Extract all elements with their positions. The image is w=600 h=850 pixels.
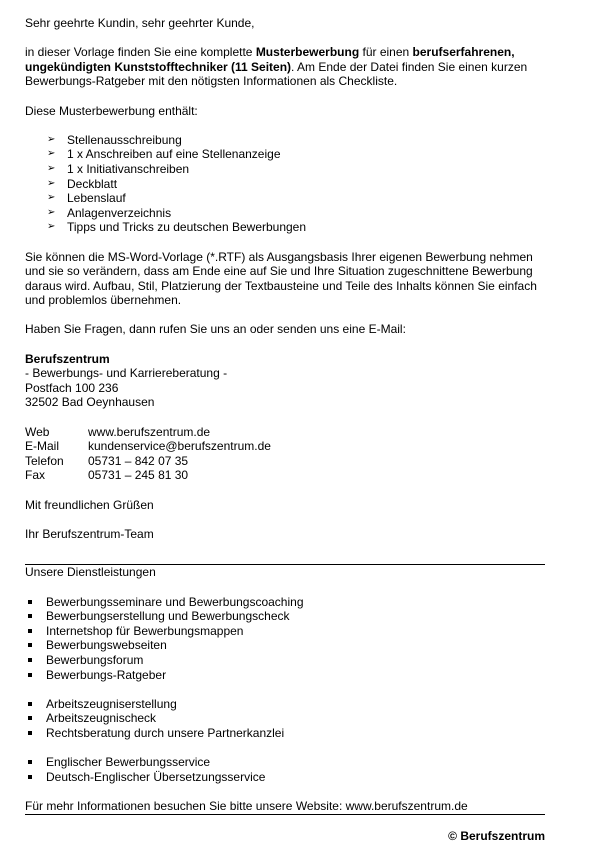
bullet-icon <box>28 716 32 720</box>
arrow-bullet-icon: ➢ <box>47 148 56 160</box>
arrow-bullet-icon: ➢ <box>47 162 56 174</box>
intro-bold-2: berufserfahrenen, ungekündigten Kunststofftechniker (11 Seiten) <box>25 45 515 74</box>
list-item: ➢ Deckblatt <box>47 176 118 191</box>
intro-bold-1: Musterbewerbung <box>255 45 360 60</box>
company-name: Berufszentrum <box>25 351 110 366</box>
arrow-bullet-icon: ➢ <box>47 221 56 233</box>
contact-block <box>25 425 545 483</box>
document-page <box>25 16 545 844</box>
contents-heading: Diese Musterbewerbung enthält: <box>25 103 198 118</box>
intro-text-3: . Am Ende der Datei finden Sie einen kurzen Bewerbungs-Ratgeber mit den nötigsten Informationen als Checkliste. <box>25 59 528 89</box>
bullet-icon <box>28 775 32 779</box>
list-item: ➢ Tipps und Tricks zu deutschen Bewerbungen <box>47 220 307 235</box>
arrow-bullet-icon: ➢ <box>47 133 56 145</box>
services-heading: Unsere Dienstleistungen <box>25 565 156 580</box>
address-line: Postfach 100 236 <box>25 380 119 395</box>
fax-value: 05731 – 245 81 30 <box>88 468 189 483</box>
intro-paragraph <box>25 45 545 89</box>
list-item: Bewerbungs-Ratgeber <box>25 668 545 683</box>
bullet-icon <box>28 643 32 647</box>
bullet-icon <box>28 629 32 633</box>
contents-list <box>25 133 545 235</box>
list-item: Internetshop für Bewerbungsmappen <box>25 624 545 639</box>
closing: Mit freundlichen Grüßen <box>25 497 154 512</box>
list-item: ➢ 1 x Anschreiben auf eine Stellenanzeige <box>47 147 281 162</box>
questions-paragraph: Haben Sie Fragen, dann rufen Sie uns an oder senden uns eine E-Mail: <box>25 322 406 337</box>
address-line: - Bewerbungs- und Karriereberatung - <box>25 366 228 381</box>
contact-row-phone: Telefon 05731 – 842 07 35 <box>25 453 189 468</box>
footer-info: Für mehr Informationen besuchen Sie bitte unsere Website: www.berufszentrum.de <box>25 798 468 813</box>
arrow-bullet-icon: ➢ <box>47 206 56 218</box>
greeting: Sehr geehrte Kundin, sehr geehrter Kunde, <box>25 16 255 30</box>
services-list-3 <box>25 755 545 784</box>
phone-value: 05731 – 842 07 35 <box>88 453 189 468</box>
address-block <box>25 352 545 410</box>
intro-text-1: in dieser Vorlage finden Sie eine komplette <box>25 45 256 60</box>
bullet-icon <box>28 760 32 764</box>
list-item: ➢ 1 x Initiativanschreiben <box>47 161 190 176</box>
list-item: Bewerbungswebseiten <box>25 638 545 653</box>
bullet-icon <box>28 658 32 662</box>
usage-paragraph: Sie können die MS-Word-Vorlage (*.RTF) als Ausgangsbasis Ihrer eigenen Bewerbung nehmen und sie so verändern, dass am Ende eine auf Sie und Ihre Situation zugeschnittene Bewerbung daraus wird. Aufbau, Stil, Platzierung der Textbausteine und Teile des Inhalts können Sie einfach und problemlos übernehmen. <box>25 249 537 308</box>
contact-row-email: E-Mail kundenservice@berufszentrum.de <box>25 439 271 454</box>
address-line: 32502 Bad Oeynhausen <box>25 395 155 410</box>
list-item: ➢ Lebenslauf <box>47 191 126 206</box>
copyright: © Berufszentrum <box>448 829 545 844</box>
list-item: Bewerbungsseminare und Bewerbungscoaching <box>25 595 545 610</box>
arrow-bullet-icon: ➢ <box>47 177 56 189</box>
services-list-2 <box>25 697 545 741</box>
list-item: ➢ Anlagenverzeichnis <box>47 205 172 220</box>
intro-text-2: für einen <box>359 45 413 60</box>
list-item: Bewerbungserstellung und Bewerbungscheck <box>25 609 545 624</box>
bullet-icon <box>28 673 32 677</box>
list-item: Rechtsberatung durch unsere Partnerkanzlei <box>25 726 545 741</box>
list-item: Englischer Bewerbungsservice <box>25 755 545 770</box>
signature: Ihr Berufszentrum-Team <box>25 526 154 541</box>
bullet-icon <box>28 731 32 735</box>
bullet-icon <box>28 600 32 604</box>
bullet-icon <box>28 702 32 706</box>
list-item: Deutsch-Englischer Übersetzungsservice <box>25 770 545 785</box>
services-list-1 <box>25 595 545 683</box>
contact-row-fax: Fax 05731 – 245 81 30 <box>25 468 189 483</box>
web-link[interactable]: www.berufszentrum.de <box>88 424 211 439</box>
contact-row-web: Web www.berufszentrum.de <box>25 424 211 439</box>
arrow-bullet-icon: ➢ <box>47 192 56 204</box>
list-item: Bewerbungsforum <box>25 653 545 668</box>
email-link[interactable]: kundenservice@berufszentrum.de <box>88 439 271 454</box>
bullet-icon <box>28 614 32 618</box>
list-item: Arbeitszeugniserstellung <box>25 697 545 712</box>
list-item: ➢ Stellenausschreibung <box>47 132 182 147</box>
list-item: Arbeitszeugnischeck <box>25 711 545 726</box>
